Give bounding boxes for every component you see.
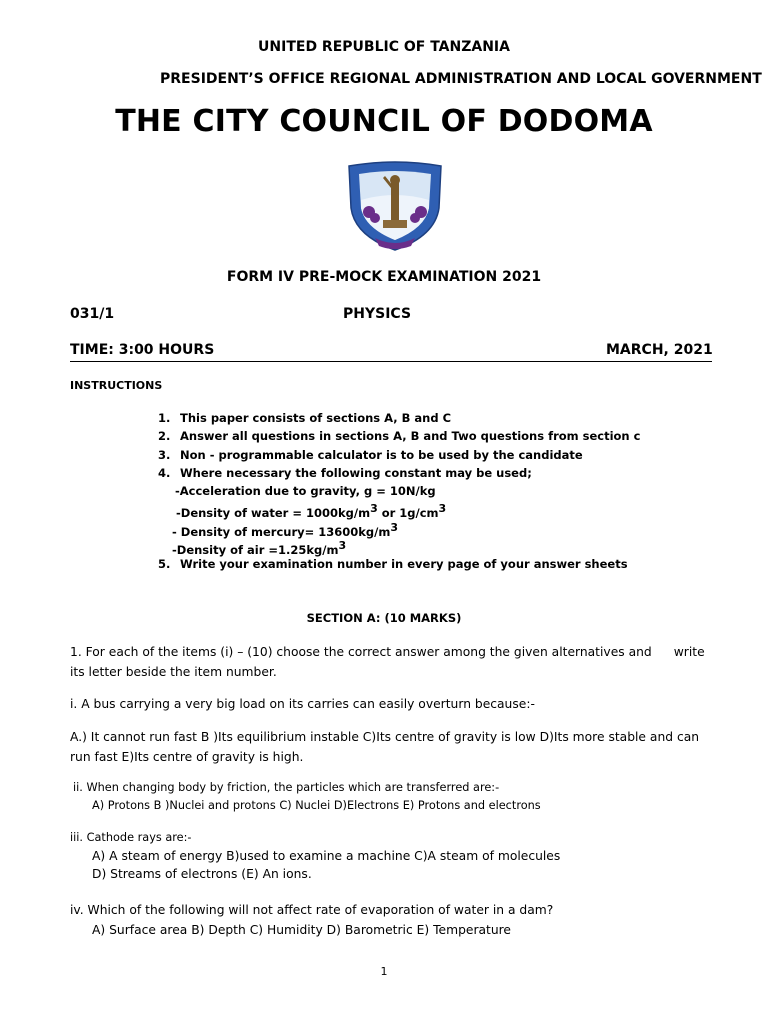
section-a-heading: SECTION A: (10 MARKS) <box>306 611 462 625</box>
constant-mercury: - Density of mercury= $13600kg/m^3$ <box>172 520 398 539</box>
instruction-item: 3. Non - programmable calculator is to be used by the candidate <box>158 447 583 462</box>
instruction-item: 2. Answer all questions in sections A, B and Two questions from section c <box>158 429 641 444</box>
instruction-item: 4. Where necessary the following constant may be used; <box>158 465 532 480</box>
council-crest-logo <box>345 160 445 252</box>
constant-air: -Density of air $=1.25kg/m^3$ <box>172 539 347 557</box>
question-ii: ii. When changing body by friction, the particles which are transferred are:- A) Protons B )Nuclei and protons C) Nuclei D)Electrons E) Protons and electrons <box>73 781 541 812</box>
office-heading: PRESIDENT’S OFFICE REGIONAL ADMINISTRATION AND LOCAL GOVERNMENT <box>160 71 762 87</box>
exam-date: MARCH, 2021 <box>606 342 713 358</box>
question-iv: iv. Which of the following will not affect rate of evaporation of water in a dam? A) Surface area B) Depth C) Humidity D) Barometric E) Temperature <box>70 903 554 937</box>
header-rule <box>70 361 712 362</box>
council-title: THE CITY COUNCIL OF DODOMA <box>115 104 653 139</box>
time-allowed: TIME: 3:00 HOURS <box>70 342 215 358</box>
question-iii: iii. Cathode rays are:- A) A steam of energy B)used to examine a machine C)A steam of molecules D) Streams of electrons (E) An ions. <box>70 831 561 881</box>
paper-code: 031/1 <box>70 306 115 322</box>
country-heading: UNITED REPUBLIC OF TANZANIA <box>258 39 510 55</box>
question-i: i. A bus carrying a very big load on its carries can easily overturn because:- <box>70 697 535 711</box>
instruction-item: 1. This paper consists of sections A, B and C <box>158 411 452 425</box>
exam-title: FORM IV PRE-MOCK EXAMINATION 2021 <box>226 269 542 285</box>
question-i-options: A.) It cannot run fast B )Its equilibrium instable C)Its centre of gravity is low D)Its more stable and can run fast E)Its centre of gravity is high. <box>70 730 700 764</box>
instructions-list <box>158 409 640 574</box>
page-number: 1 <box>380 965 388 978</box>
subject-name: PHYSICS <box>343 306 412 322</box>
constant-gravity: -Acceleration due to gravity, g = 10N/kg <box>175 484 436 499</box>
constant-water: -Density of water = $1000kg/m^3$ or $1g/cm^3$ <box>176 502 447 521</box>
instructions-heading: INSTRUCTIONS <box>70 379 163 392</box>
instruction-item: 5. Write your examination number in every page of your answer sheets <box>158 557 628 572</box>
question-1-intro: 1. For each of the items (i) – (10) choose the correct answer among the given alternatives and write its letter beside the item number. <box>70 645 705 679</box>
